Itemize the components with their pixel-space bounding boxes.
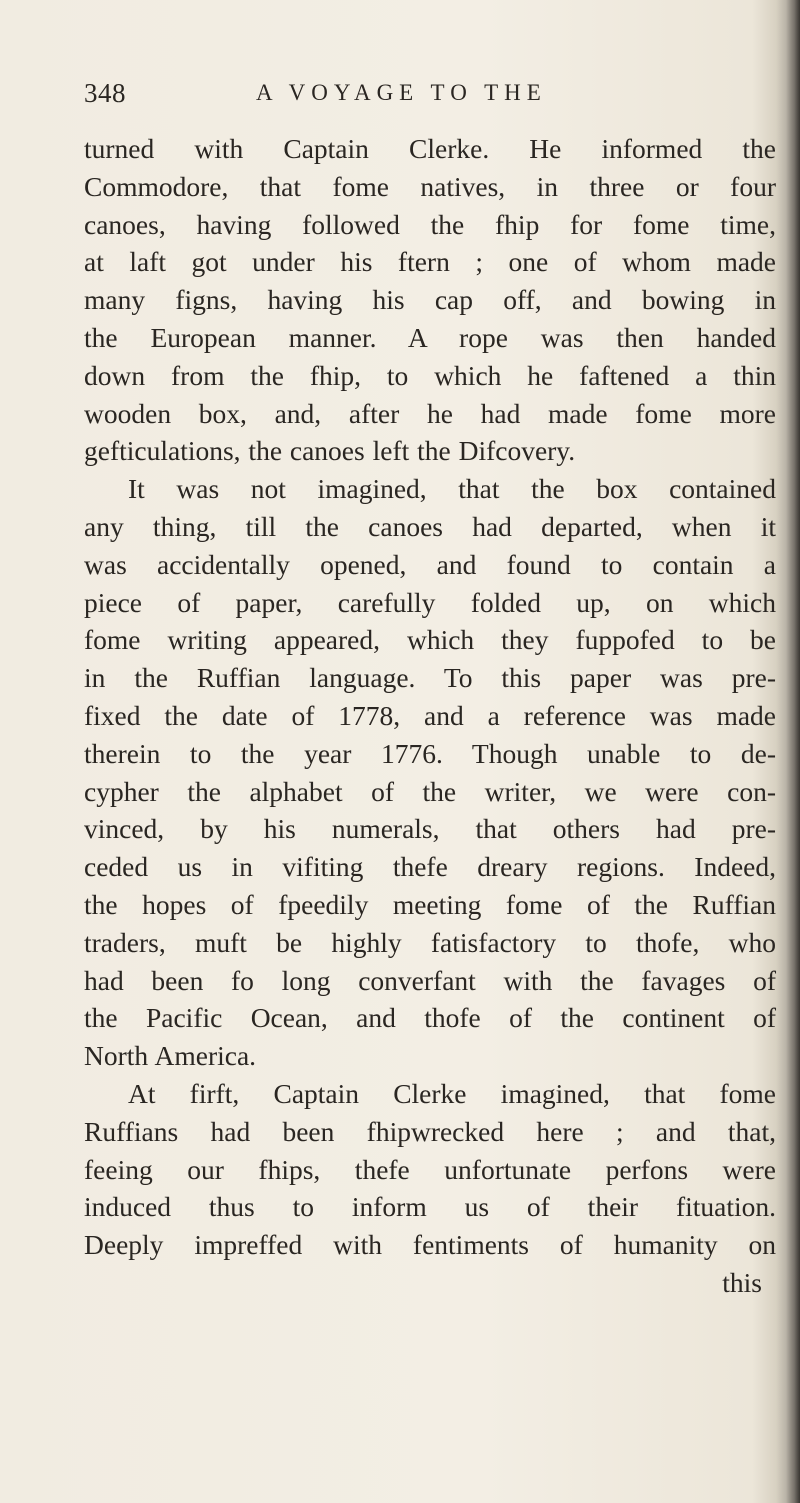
text-line: many figns, having his cap off, and bowing in bbox=[84, 284, 776, 316]
page-edge-shadow bbox=[786, 0, 800, 1503]
text-line: wooden box, and, after he had made fome more bbox=[84, 397, 776, 429]
text-line: fome writing appeared, which they fuppofed to be bbox=[84, 624, 776, 656]
text-line: cypher the alphabet of the writer, we were con- bbox=[84, 775, 776, 807]
text-line: the European manner. A rope was then handed bbox=[84, 321, 776, 353]
text-line: vinced, by his numerals, that others had pre- bbox=[84, 813, 776, 845]
text-line: any thing, till the canoes had departed, when it bbox=[84, 510, 776, 542]
text-line: ceded us in vifiting thefe dreary regions. Indeed, bbox=[84, 851, 776, 883]
text-line: down from the fhip, to which he faftened a thin bbox=[84, 359, 776, 391]
text-line: gefticulations, the canoes left the Difcovery. bbox=[84, 435, 576, 467]
text-line: in the Ruffian language. To this paper was pre- bbox=[84, 662, 776, 694]
text-line: therein to the year 1776. Though unable to de- bbox=[84, 737, 776, 769]
text-line: had been fo long converfant with the favages of bbox=[84, 964, 776, 996]
text-line: Ruffians had been fhipwrecked here ; and that, bbox=[84, 1115, 776, 1147]
text-line: canoes, having followed the fhip for fome time, bbox=[84, 208, 776, 240]
text-line: induced thus to inform us of their fituation. bbox=[84, 1191, 776, 1223]
text-line: the Pacific Ocean, and thofe of the continent of bbox=[84, 1002, 776, 1034]
text-line: turned with Captain Clerke. He informed the bbox=[84, 133, 776, 164]
body-text bbox=[84, 130, 776, 1302]
text-line: Commodore, that fome natives, in three or four bbox=[84, 170, 776, 202]
text-line: Deeply impreffed with fentiments of humanity on bbox=[84, 1229, 776, 1261]
text-line: the hopes of fpeedily meeting fome of the Ruffian bbox=[84, 888, 776, 920]
text-line: feeing our fhips, thefe unfortunate perfons were bbox=[84, 1153, 776, 1185]
running-title: A VOYAGE TO THE bbox=[256, 80, 547, 105]
text-line: It was not imagined, that the box contained bbox=[128, 473, 776, 505]
catchword: this bbox=[722, 1266, 762, 1298]
text-line: North America. bbox=[84, 1040, 257, 1072]
text-line: piece of paper, carefully folded up, on which bbox=[84, 586, 776, 618]
text-line: at laft got under his ftern ; one of whom made bbox=[84, 246, 776, 278]
text-line: fixed the date of 1778, and a reference was made bbox=[84, 699, 776, 731]
text-line: traders, muft be highly fatisfactory to thofe, who bbox=[84, 926, 776, 958]
page-number: 348 bbox=[84, 78, 126, 108]
text-line: At firft, Captain Clerke imagined, that fome bbox=[128, 1077, 776, 1109]
page-header bbox=[84, 78, 774, 118]
text-line: was accidentally opened, and found to contain a bbox=[84, 548, 776, 580]
